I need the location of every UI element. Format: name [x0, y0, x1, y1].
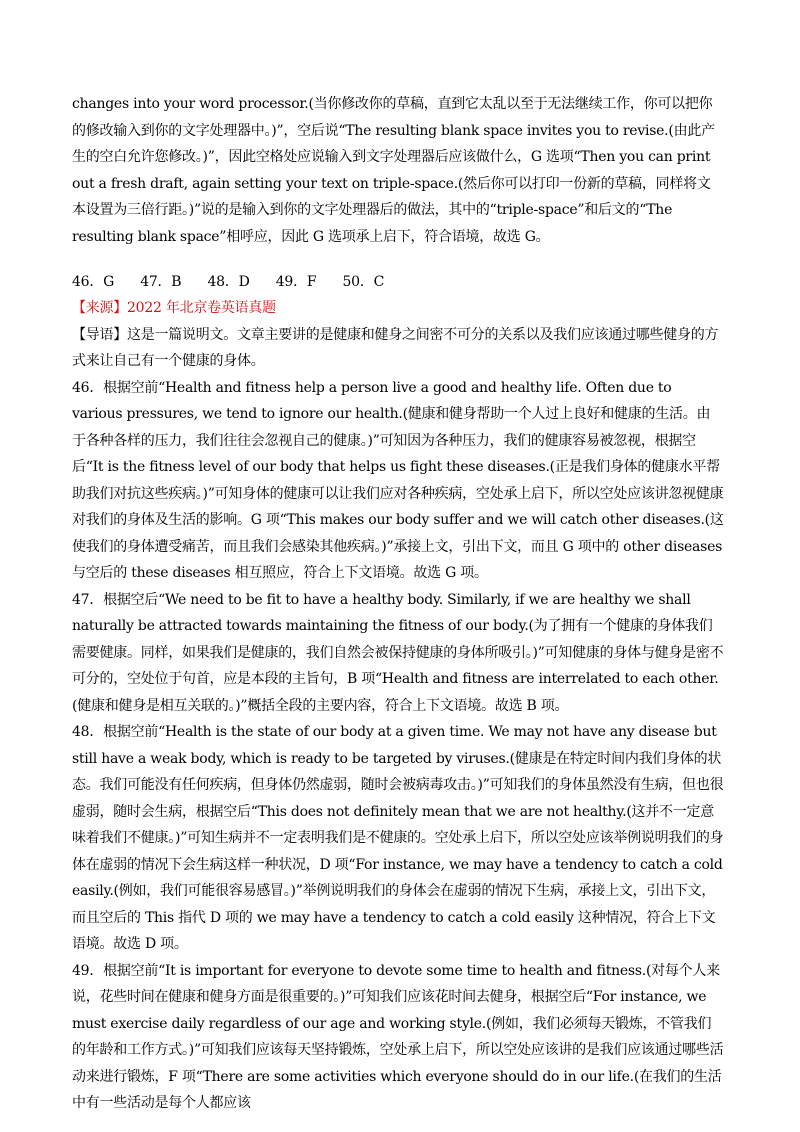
answer-48: 48．D: [207, 274, 250, 290]
answer-46: 46．G: [72, 274, 114, 290]
body-text: [72, 295, 724, 1117]
guide-paragraph: 【导语】这是一篇说明文。文章主要讲的是健康和健身之间密不可分的关系以及我们应该通过哪些健身的方式来让自己有一个健康的身体。: [72, 326, 719, 369]
answer-50: 50．C: [342, 274, 385, 290]
answer-key: [72, 269, 724, 296]
explanation-48: 48．根据空前“Health is the state of our body at a given time. We may not have any disease but still have a weak body, which is ready to be targeted by viruses.(健康是在特定时间内我们身体的状态。我们可能没有任何疾病，但身体仍然虚弱，随时会被病毒攻击。)”可知我们的身体虽然没有生病，但也很虚弱，随时会生病，根据空后“This does not definitely mean that we are not healthy.(这并不一定意味着我们不健康。)”可知生病并不一定表明我们是不健康的。空处承上启下，所以空处应该举例说明我们的身体在虚弱的情况下会生病这样一种状况，D 项“For instance, we may have a tendency to catch a cold easily.(例如，我们可能很容易感冒。)”举例说明我们的身体会在虚弱的情况下生病，承接上文，引出下文，而且空后的 This 指代 D 项的 we may have a tendency to catch a cold easily 这种情况，符合上下文语境。故选 D 项。: [72, 724, 724, 952]
explanation-47: 47．根据空后“We need to be fit to have a healthy body. Similarly, if we are healthy we shall naturally be attracted towards maintaining the fitness of our body.(为了拥有一个健康的身体我们需要健康。同样，如果我们是健康的，我们自然会被保持健康的身体所吸引。)”可知健康的身体与健身是密不可分的，空处位于句首，应是本段的主旨句，B 项“Health and fitness are interrelated to each other.(健康和健身是相互关联的。)”概括全段的主要内容，符合上下文语境。故选 B 项。: [72, 591, 724, 714]
source-label: 【来源】2022 年北京卷英语真题: [72, 300, 276, 316]
explanation-46: 46．根据空前“Health and fitness help a person live a good and healthy life. Often due to various pressures, we tend to ignore our health.(健康和健身帮助一个人过上良好和健康的生活。由于各种各样的压力，我们往往会忽视自己的健康。)”可知因为各种压力，我们的健康容易被忽视，根据空后“It is the fitness level of our body that helps us fight these diseases.(正是我们身体的健康水平帮助我们对抗这些疾病。)”可知身体的健康可以让我们应对各种疾病，空处承上启下，所以空处应该讲忽视健康对我们的身体及生活的影响。G 项“This makes our body suffer and we will catch other diseases.(这使我们的身体遭受痛苦，而且我们会感染其他疾病。)”承接上文，引出下文，而且 G 项中的 other diseases 与空后的 these diseases 相互照应，符合上下文语境。故选 G 项。: [72, 379, 724, 581]
explanation-45-continued: changes into your word processor.(当你修改你的草稿，直到它太乱以至于无法继续工作，你可以把你的修改输入到你的文字处理器中。)”，空后说“The resulting blank space invites you to revise.(由此产生的空白允许您修改。)”，因此空格处应说输入到文字处理器后应该做什么，G 选项“Then you can print out a fresh draft, again setting your text on triple-space.(然后你可以打印一份新的草稿，同样将文本设置为三倍行距。)”说的是输入到你的文字处理器后的做法，其中的“triple-space”和后文的“The resulting blank space”相呼应，因此 G 选项承上启下，符合语境，故选 G。: [72, 96, 715, 245]
answer-49: 49．F: [275, 274, 317, 290]
explanation-49: 49．根据空前“It is important for everyone to devote some time to health and fitness.(对每个人来说，花些时间在健康和健身方面是很重要的。)”可知我们应该花时间去健身，根据空后“For instance, we must exercise daily regardless of our age and working style.(例如，我们必须每天锻炼，不管我们的年龄和工作方式。)”可知我们应该每天坚持锻炼，空处承上启下，所以空处应该讲的是我们应该通过哪些活动来进行锻炼，F 项“There are some activities which everyone should do in our life.(在我们的生活中有一些活动是每个人都应该: [72, 962, 724, 1111]
answer-47: 47．B: [140, 274, 182, 290]
